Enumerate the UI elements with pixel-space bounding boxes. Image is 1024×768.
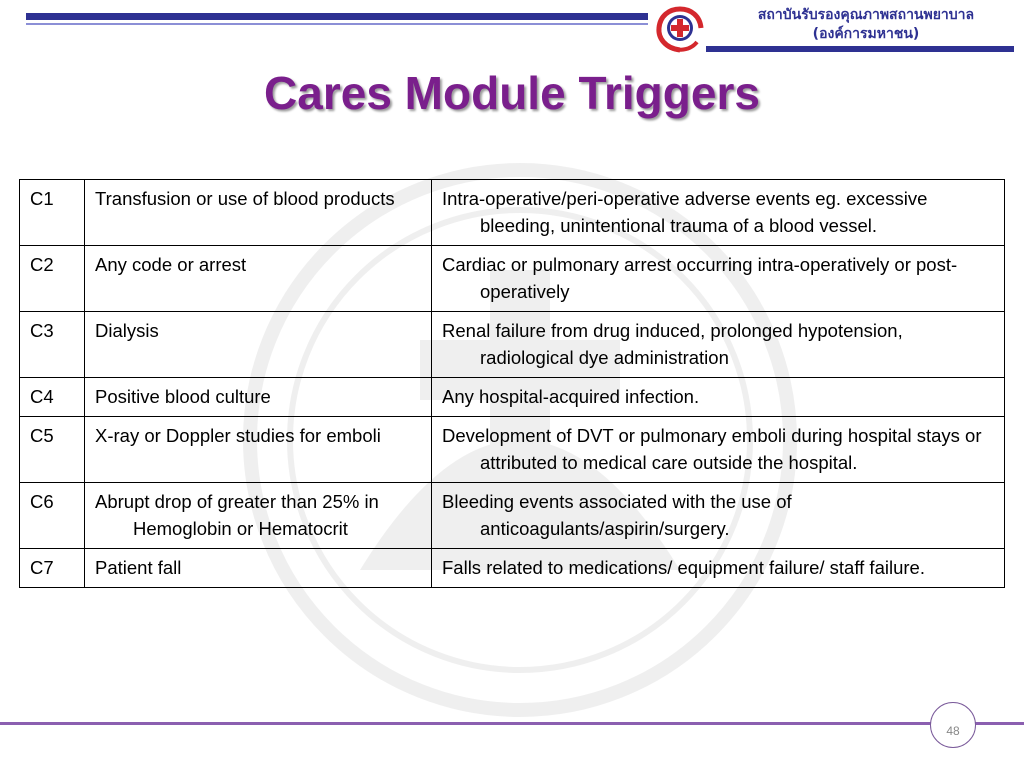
trigger-description: Development of DVT or pulmonary emboli during hospital stays or attributed to medical care outside the hospital.	[442, 425, 982, 473]
trigger-description: Any hospital-acquired infection.	[442, 386, 700, 407]
trigger-code: C2	[20, 246, 85, 312]
trigger-code: C5	[20, 417, 85, 483]
org-name: สถาบันรับรองคุณภาพสถานพยาบาล	[757, 7, 975, 23]
header-bar-thin	[26, 23, 648, 25]
trigger-code: C1	[20, 180, 85, 246]
trigger-code: C7	[20, 549, 85, 588]
trigger-name: Dialysis	[95, 320, 159, 341]
table-row	[20, 378, 1005, 417]
trigger-name: X-ray or Doppler studies for emboli	[95, 425, 381, 446]
trigger-description: Intra-operative/peri-operative adverse events eg. excessive bleeding, unintentional trauma of a blood vessel.	[442, 188, 928, 236]
org-subtitle: (องค์การมหาชน)	[812, 26, 920, 42]
triggers-table	[19, 179, 1005, 588]
trigger-description: Falls related to medications/ equipment failure/ staff failure.	[442, 557, 925, 578]
trigger-name: Positive blood culture	[95, 386, 271, 407]
table-row	[20, 417, 1005, 483]
trigger-name: Patient fall	[95, 557, 182, 578]
trigger-name: Any code or arrest	[95, 254, 247, 275]
header-bar-right	[706, 46, 1014, 52]
trigger-name: Abrupt drop of greater than 25% in Hemoglobin or Hematocrit	[95, 491, 379, 539]
trigger-description: Bleeding events associated with the use of anticoagulants/aspirin/surgery.	[442, 491, 792, 539]
table-row	[20, 549, 1005, 588]
trigger-description: Cardiac or pulmonary arrest occurring intra-operatively or post-operatively	[442, 254, 958, 302]
footer-bar	[0, 722, 1024, 725]
trigger-code: C3	[20, 312, 85, 378]
table-row	[20, 180, 1005, 246]
trigger-name: Transfusion or use of blood products	[95, 188, 395, 209]
page-title: Cares Module Triggers	[264, 67, 760, 119]
trigger-code: C4	[20, 378, 85, 417]
trigger-code: C6	[20, 483, 85, 549]
org-logo-icon	[655, 4, 705, 54]
page-number: 48	[946, 724, 960, 738]
table-row	[20, 312, 1005, 378]
header-bar-left	[26, 13, 648, 20]
table-row	[20, 483, 1005, 549]
table-row	[20, 246, 1005, 312]
trigger-description: Renal failure from drug induced, prolonged hypotension, radiological dye administration	[442, 320, 903, 368]
